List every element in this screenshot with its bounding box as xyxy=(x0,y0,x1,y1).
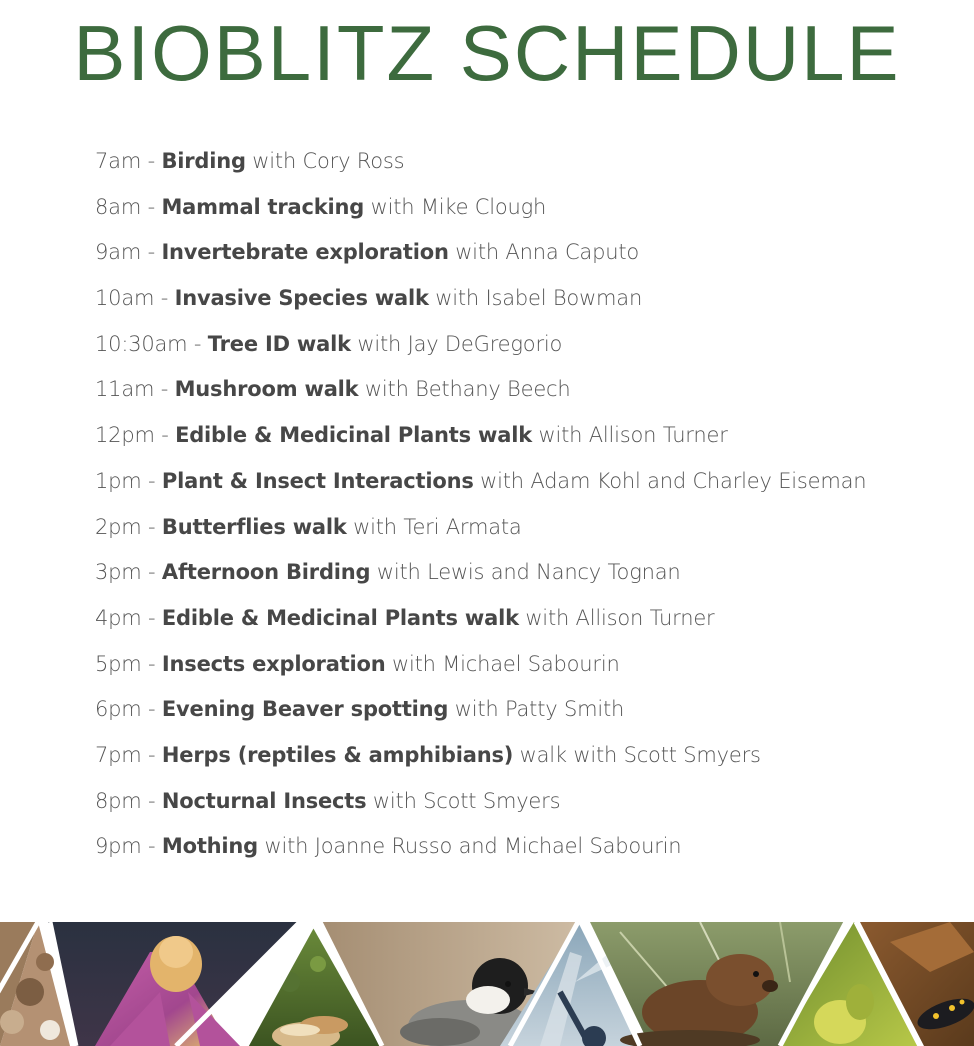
schedule-event: Edible & Medicinal Plants walk xyxy=(175,423,532,448)
schedule-item: 6pm - Evening Beaver spotting with Patty Smith xyxy=(95,697,625,722)
schedule-time: 9pm xyxy=(95,834,142,859)
schedule-time: 2pm xyxy=(95,514,142,539)
schedule-event: Afternoon Birding xyxy=(161,560,371,585)
schedule-time: 6pm xyxy=(95,697,142,722)
schedule-event: Evening Beaver spotting xyxy=(161,697,449,722)
schedule-item: 8pm - Nocturnal Insects with Scott Smyers xyxy=(95,788,561,813)
schedule-item: 2pm - Butterflies walk with Teri Armata xyxy=(95,514,522,539)
schedule-host: with Isabel Bowman xyxy=(435,286,643,311)
schedule-item: 10am - Invasive Species walk with Isabel Bowman xyxy=(95,286,643,311)
schedule-host: with Teri Armata xyxy=(353,514,522,539)
schedule-event: Mothing xyxy=(161,834,259,859)
schedule-list xyxy=(95,143,955,874)
schedule-item: 7am - Birding with Cory Ross xyxy=(95,149,405,173)
schedule-event: Mammal tracking xyxy=(161,194,365,219)
schedule-event: Invasive Species walk xyxy=(174,286,429,311)
schedule-time: 4pm xyxy=(95,605,142,630)
schedule-host: with Joanne Russo and Michael Sabourin xyxy=(264,834,682,859)
schedule-time: 8pm xyxy=(95,788,142,813)
schedule-host: with Mike Clough xyxy=(370,194,547,219)
schedule-time: 10am xyxy=(95,286,155,311)
schedule-item: 3pm - Afternoon Birding with Lewis and Nancy Tognan xyxy=(95,560,681,585)
schedule-time: 5pm xyxy=(95,651,142,676)
schedule-time: 9am xyxy=(95,240,142,265)
schedule-host: with Adam Kohl and Charley Eiseman xyxy=(480,468,867,493)
schedule-host: with Cory Ross xyxy=(252,149,405,173)
schedule-event: Insects exploration xyxy=(161,651,386,676)
schedule-item: 4pm - Edible & Medicinal Plants walk with Allison Turner xyxy=(95,605,715,630)
schedule-host: with Patty Smith xyxy=(454,697,625,722)
schedule-time: 7am xyxy=(95,149,142,173)
schedule-time: 1pm xyxy=(95,468,142,493)
schedule-host: with Lewis and Nancy Tognan xyxy=(376,560,681,585)
schedule-time: 8am xyxy=(95,194,142,219)
schedule-item: 10:30am - Tree ID walk with Jay DeGregorio xyxy=(95,331,563,356)
schedule-event: Tree ID walk xyxy=(207,331,351,356)
schedule-host: with Scott Smyers xyxy=(372,788,561,813)
schedule-time: 12pm xyxy=(95,423,155,448)
schedule-item: 9pm - Mothing with Joanne Russo and Michael Sabourin xyxy=(95,834,682,859)
schedule-host: with Jay DeGregorio xyxy=(357,331,563,356)
nature-photo-banner xyxy=(0,922,974,1046)
schedule-host: with Allison Turner xyxy=(525,605,715,630)
schedule-event: Mushroom walk xyxy=(174,377,359,402)
schedule-event: Herps (reptiles & amphibians) xyxy=(161,742,514,767)
schedule-time: 3pm xyxy=(95,560,142,585)
schedule-time: 11am xyxy=(95,377,155,402)
schedule-time: 10:30am xyxy=(95,331,188,356)
page-title: BIOBLITZ SCHEDULE xyxy=(73,9,901,97)
schedule-item: 9am - Invertebrate exploration with Anna Caputo xyxy=(95,240,640,265)
schedule-event: Birding xyxy=(161,149,246,173)
schedule-host: with Anna Caputo xyxy=(455,240,640,265)
schedule-event: Invertebrate exploration xyxy=(161,240,449,265)
schedule-host: with Bethany Beech xyxy=(364,377,571,402)
schedule-host: with Allison Turner xyxy=(538,423,728,448)
schedule-item: 8am - Mammal tracking with Mike Clough xyxy=(95,194,547,219)
schedule-host: with Michael Sabourin xyxy=(391,651,620,676)
schedule-item: 11am - Mushroom walk with Bethany Beech xyxy=(95,377,571,402)
schedule-event: Nocturnal Insects xyxy=(161,788,367,813)
schedule-time: 7pm xyxy=(95,742,142,767)
schedule-item: 1pm - Plant & Insect Interactions with Adam Kohl and Charley Eiseman xyxy=(95,468,867,493)
schedule-event: Butterflies walk xyxy=(161,514,347,539)
schedule-host: walk with Scott Smyers xyxy=(519,742,761,767)
schedule-item: 5pm - Insects exploration with Michael Sabourin xyxy=(95,651,620,676)
schedule-event: Plant & Insect Interactions xyxy=(161,468,474,493)
schedule-item: 7pm - Herps (reptiles & amphibians) walk with Scott Smyers xyxy=(95,742,761,767)
schedule-item: 12pm - Edible & Medicinal Plants walk with Allison Turner xyxy=(95,423,728,448)
schedule-event: Edible & Medicinal Plants walk xyxy=(161,605,519,630)
